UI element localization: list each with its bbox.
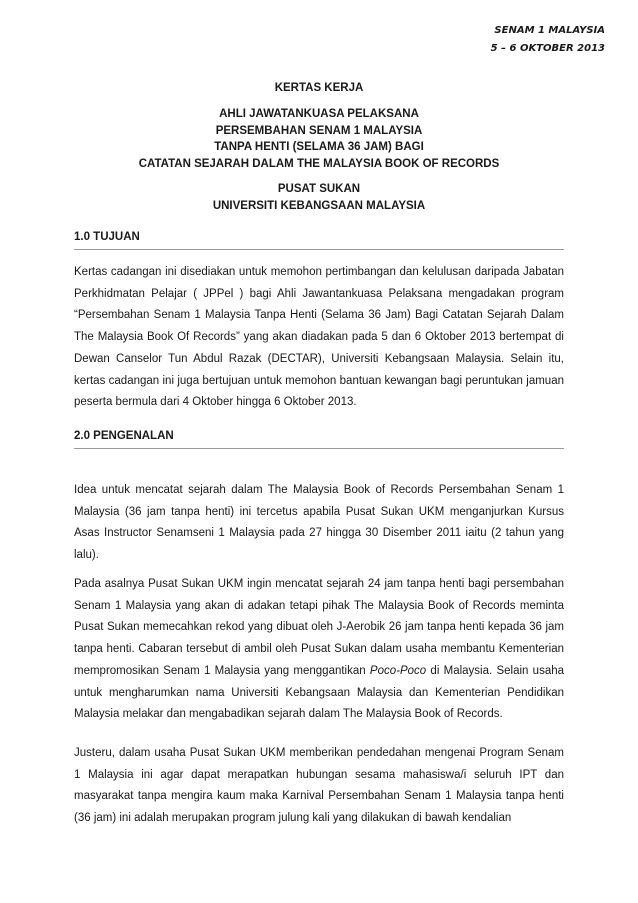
section-heading-pengenalan: 2.0 PENGENALAN [74, 430, 564, 449]
para2-text-start: Pada asalnya Pusat Sukan UKM ingin mencatat sejarah 24 jam tanpa henti bagi persembahan Senam 1 Malaysia yang akan di adakan tetapi pihak The Malaysia Book of Records meminta Pusat Sukan memecahkan rekod yang dibuat oleh J-Aerobik 26 jam tanpa henti kepada 36 jam tanpa henti. Cabaran tersebut di ambil oleh Pusat Sukan dalam usaha membantu Kementerian mempromosikan Senam 1 Malaysia yang menggantikan [74, 578, 564, 677]
title-line-4: CATATAN SEJARAH DALAM THE MALAYSIA BOOK OF RECORDS [138, 157, 500, 170]
tujuan-paragraph: Kertas cadangan ini disediakan untuk memohon pertimbangan dan kelulusan daripada Jabatan Perkhidmatan Pelajar ( JPPel ) bagi Ahli Jawantankuasa Pelaksana mengadakan program “Persembahan Senam 1 Malaysia Tanpa Henti (Selama 36 Jam) Bagi Catatan Sejarah Dalam The Malaysia Book Of Records” yang akan diadakan pada 5 dan 6 Oktober 2013 bertempat di Dewan Canselor Tun Abdul Razak (DECTAR), Universiti Kebangsaan Malaysia. Selain itu, kertas cadangan ini juga bertujuan untuk memohon bantuan kewangan bagi peruntukan jamuan peserta bermula dari 4 Oktober hingga 6 Oktober 2013. [74, 266, 564, 409]
organization-title [0, 181, 638, 214]
title-line-2: PERSEMBAHAN SENAM 1 MALAYSIA [215, 124, 423, 137]
section-heading-tujuan: 1.0 TUJUAN [74, 231, 564, 250]
pengenalan-paragraph-2 [74, 574, 564, 726]
para2-text-end: di Malaysia. Selain usaha untuk mengharumkan nama Universiti Kebangsaan Malaysia dan Kementerian Pendidikan Malaysia melakar dan mengabadikan sejarah dalam The Malaysia Book of Records. [74, 664, 565, 721]
doc-type-title: KERTAS KERJA [274, 82, 364, 94]
pengenalan-paragraph-3: Justeru, dalam usaha Pusat Sukan UKM memberikan pendedahan mengenai Program Senam 1 Malaysia ini agar dapat merapatkan hubungan sesama mahasiswa/i seluruh IPT dan masyarakat tanpa mengira kaum maka Karnival Persembahan Senam 1 Malaysia tanpa henti (36 jam) ini adalah merupakan program julung kali yang dilakukan di bawah kendalian [74, 747, 564, 825]
main-title [0, 106, 638, 172]
pengenalan-paragraph-1: Idea untuk mencatat sejarah dalam The Malaysia Book of Records Persembahan Senam 1 Malaysia (36 jam tanpa henti) ini tercetus apabila Pusat Sukan UKM menganjurkan Kursus Asas Instructor Senamseni 1 Malaysia pada 27 hingga 30 Disember 2011 iaitu (2 tahun yang lalu). [74, 484, 564, 562]
org-line-2: UNIVERSITI KEBANGSAAN MALAYSIA [212, 199, 426, 212]
title-line-1: AHLI JAWATANKUASA PELAKSANA [219, 108, 419, 120]
org-line-1: PUSAT SUKAN [277, 183, 361, 195]
header-line-2: 5 – 6 OKTOBER 2013 [490, 43, 605, 54]
para2-italic-term: Poco-Poco [369, 664, 427, 677]
header-line-1: SENAM 1 MALAYSIA [494, 25, 605, 36]
title-line-3: TANPA HENTI (SELAMA 36 JAM) BAGI [214, 141, 424, 153]
running-header [491, 22, 605, 58]
